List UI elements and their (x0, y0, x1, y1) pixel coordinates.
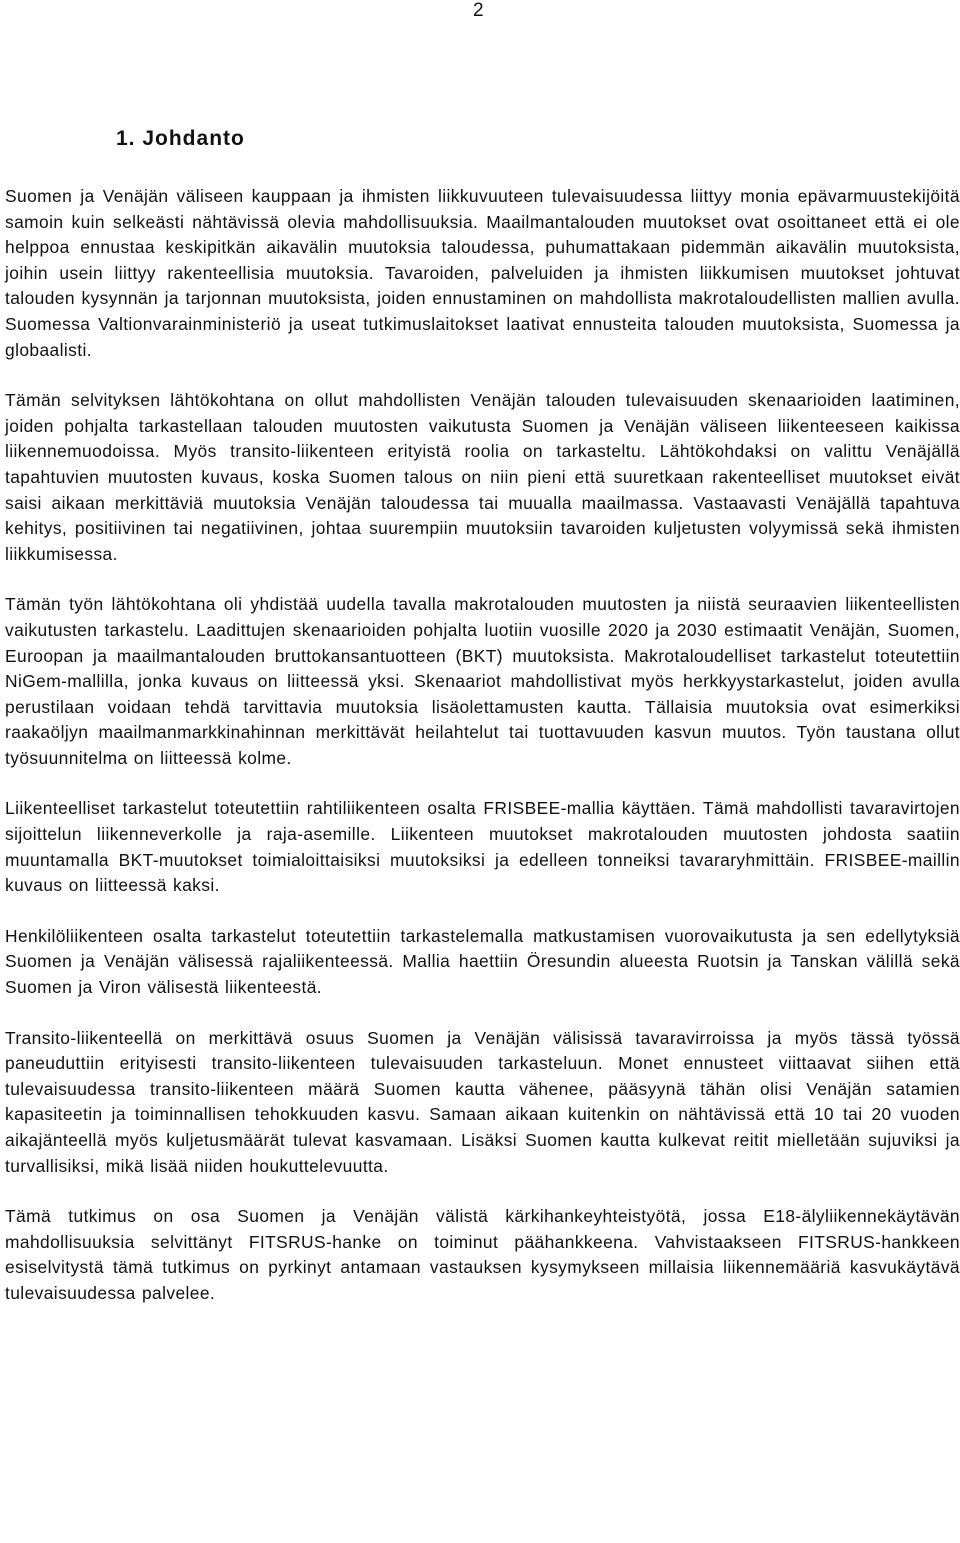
section-heading: 1. Johdanto (116, 127, 245, 150)
paragraph-4: Liikenteelliset tarkastelut toteutettiin rahtiliikenteen osalta FRISBEE-mallia käyttäen. Tämä mahdollisti tavaravirtojen sijoittelun liikenneverkolle ja raja-asemille. Liikenteen muutokset makrotalouden muutosten johdosta saatiin muuntamalla BKT-muutokset toimialoittaisiksi muutoksiksi ja edelleen tonneiksi tavararyhmittäin. FRISBEE-maillin kuvaus on liitteessä kaksi. (5, 798, 960, 896)
paragraph-7: Tämä tutkimus on osa Suomen ja Venäjän välistä kärkihankeyhteistyötä, jossa E18-älyliikennekäytävän mahdollisuuksia selvittänyt FITSRUS-hanke on toiminut päähankkeena. Vahvistaakseen FITSRUS-hankkeen esiselvitystä tämä tutkimus on pyrkinyt antamaan vastauksen kysymykseen millaisia liikennemääriä kasvukäytävä tulevaisuudessa palvelee. (5, 1206, 960, 1303)
page-number: 2 (473, 0, 484, 21)
paragraph-2: Tämän selvityksen lähtökohtana on ollut mahdollisten Venäjän talouden tulevaisuuden skenaarioiden laatiminen, joiden pohjalta tarkastellaan talouden muutosten vaikutusta Suomen ja Venäjän väliseen liikenteeseen kaikissa liikennemuodoissa. Myös transito-liikenteen erityistä roolia on tarkasteltu. Lähtökohdaksi on valittu Venäjällä tapahtuvien muutosten kuvaus, koska Suomen talous on niin pieni että suuretkaan rakenteelliset muutokset eivät saisi aikaan merkittäviä muutoksia Venäjän taloudessa tai muualla maailmassa. Vastaavasti Venäjällä tapahtuva kehitys, positiivinen tai negatiivinen, johtaa suurempiin muutoksiin tavaroiden kuljetusten volyymissä sekä ihmisten liikkumisessa. (5, 390, 960, 564)
body-text (5, 184, 960, 1332)
paragraph-5: Henkilöliikenteen osalta tarkastelut toteutettiin tarkastelemalla matkustamisen vuorovaikutusta ja sen edellytyksiä Suomen ja Venäjän välisessä rajaliikenteessä. Mallia haettiin Öresundin alueesta Ruotsin ja Tanskan välillä sekä Suomen ja Viron välisestä liikenteestä. (5, 925, 960, 998)
paragraph-3: Tämän työn lähtökohtana oli yhdistää uudella tavalla makrotalouden muutosten ja niistä seuraavien liikenteellisten vaikutusten tarkastelu. Laadittujen skenaarioiden pohjalta luotiin vuosille 2020 ja 2030 estimaatit Venäjän, Suomen, Euroopan ja maailmantalouden bruttokansantuotteen (BKT) muutoksista. Makrotaloudelliset tarkastelut toteutettiin NiGem-mallilla, jonka kuvaus on liitteessä yksi. Skenaariot mahdollistivat myös herkkyystarkastelut, joiden avulla perustilaan voidaan tehdä tarvittavia muutoksia lisäolettamusten kautta. Tällaisia muutoksia ovat esimerkiksi raakaöljyn maailmanmarkkinahinnan merkittävät heilahtelut tai tuottavuuden kasvun muutos. Työn taustana ollut työsuunnitelma on liitteessä kolme. (5, 594, 960, 768)
paragraph-6: Transito-liikenteellä on merkittävä osuus Suomen ja Venäjän välisissä tavaravirroissa ja myös tässä työssä paneuduttiin erityisesti transito-liikenteen tulevaisuuden tarkasteluun. Monet ennusteet viittaavat siihen että tulevaisuudessa transito-liikenteen määrä Suomen kautta vähenee, pääsyynä tähän olisi Venäjän satamien kapasiteetin ja toiminnallisen tehokkuuden kasvu. Samaan aikaan kuitenkin on nähtävissä että 10 tai 20 vuoden aikajänteellä myös kuljetusmäärät tulevat kasvamaan. Lisäksi Suomen kautta kulkevat reitit mielletään sujuviksi ja turvallisiksi, mikä lisää niiden houkuttelevuutta. (5, 1027, 960, 1176)
paragraph-1: Suomen ja Venäjän väliseen kauppaan ja ihmisten liikkuvuuteen tulevaisuudessa liittyy monia epävarmuustekijöitä samoin kuin selkeästi nähtävissä olevia mahdollisuuksia. Maailmantalouden muutokset ovat osoittaneet että ei ole helppoa ennustaa keskipitkän aikavälin muutoksia taloudessa, puhumattakaan pidemmän aikavälin muutoksista, joihin usein liittyy rakenteellisia muutoksia. Tavaroiden, palveluiden ja ihmisten liikkumisen muutokset johtuvat talouden kysynnän ja tarjonnan muutoksista, joiden ennustaminen on mahdollista makrotaloudellisten mallien avulla. Suomessa Valtionvarainministeriö ja useat tutkimuslaitokset laativat ennusteita talouden muutoksista, Suomessa ja globaalisti. (5, 186, 960, 360)
